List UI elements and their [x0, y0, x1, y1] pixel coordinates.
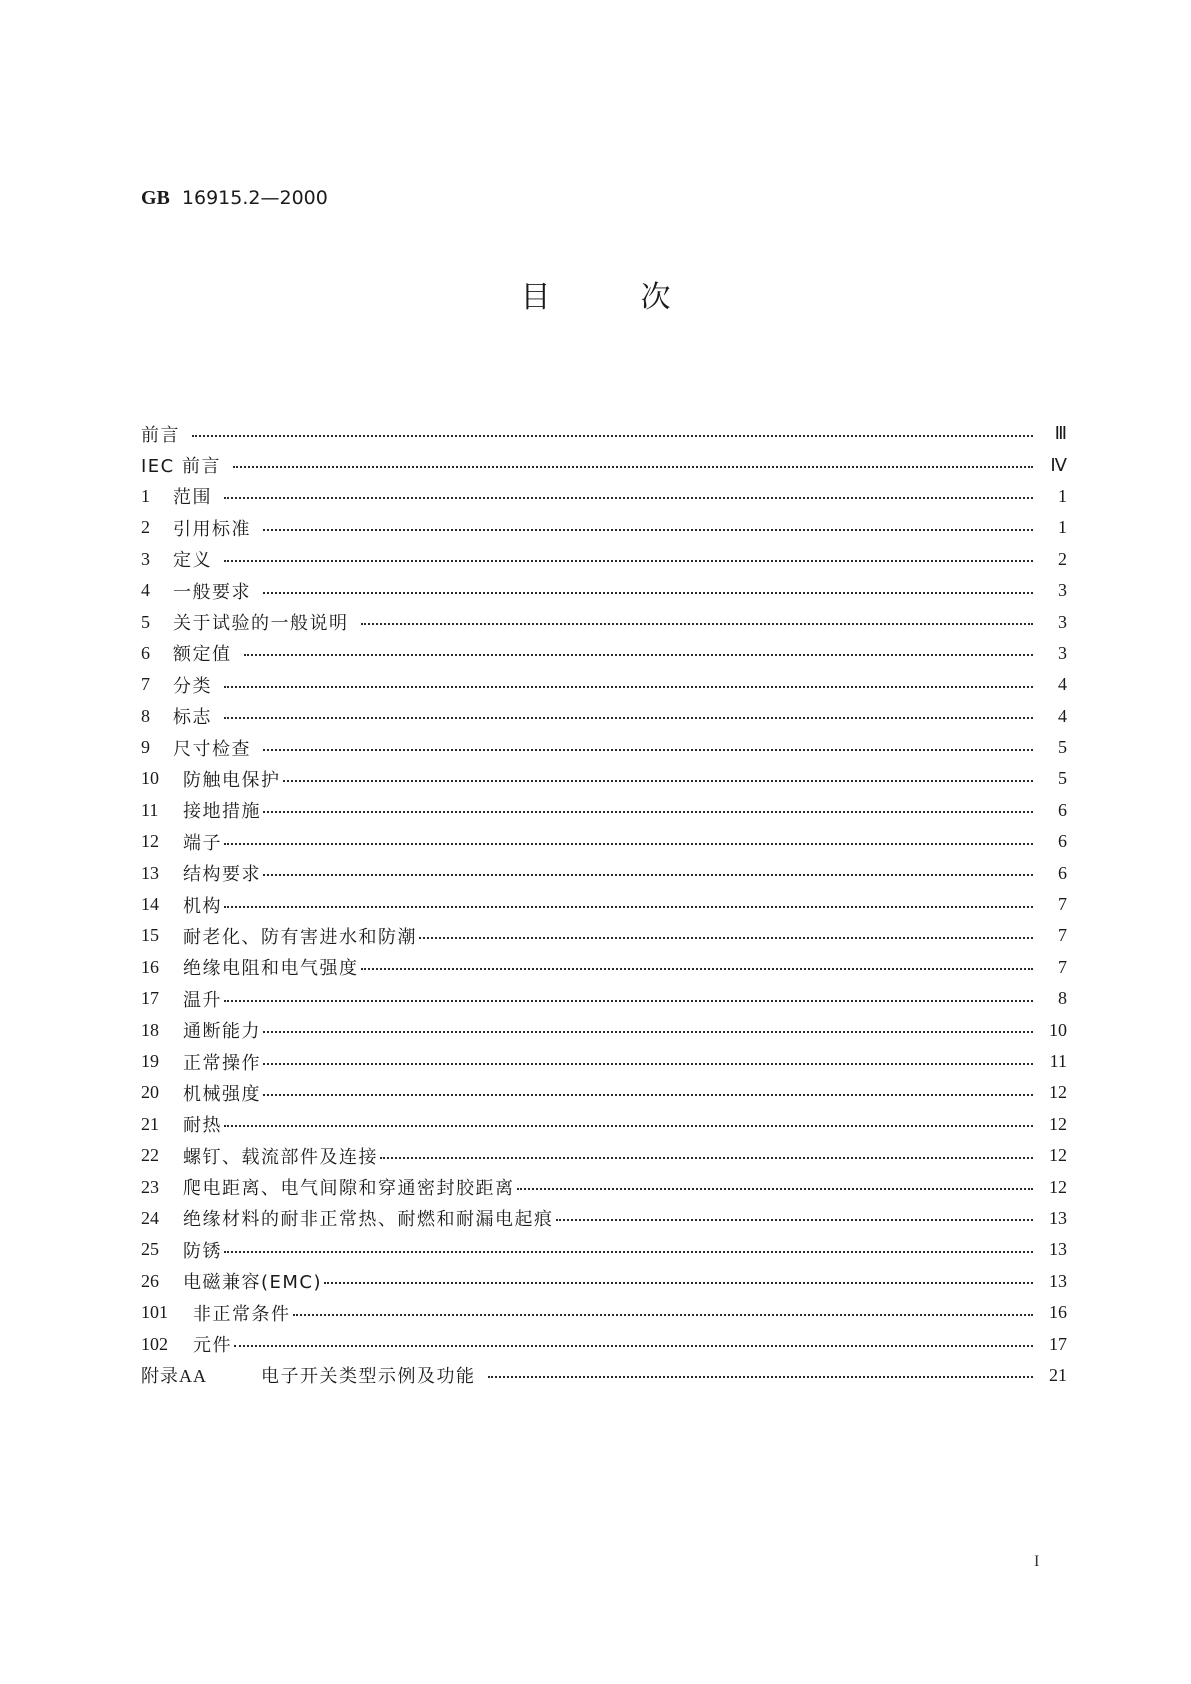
toc-dot-leader	[224, 560, 1033, 562]
toc-dot-leader	[224, 1251, 1033, 1253]
toc-entry-title: 防触电保护	[183, 769, 281, 791]
toc-entry-number: 22	[141, 1145, 159, 1166]
toc-dot-leader	[517, 1188, 1034, 1190]
toc-page-number: 7	[1058, 956, 1067, 977]
toc-entry[interactable]	[141, 575, 1067, 606]
toc-page-number: Ⅲ	[1054, 423, 1067, 444]
toc-dot-leader	[192, 435, 1033, 437]
toc-entry[interactable]	[141, 920, 1067, 951]
toc-entry-number: 18	[141, 1019, 159, 1040]
toc-page-number: 12	[1049, 1145, 1067, 1166]
toc-entry-label	[141, 672, 212, 698]
toc-entry-label	[141, 609, 349, 635]
toc-entry-label	[141, 986, 222, 1012]
toc-entry[interactable]	[141, 1046, 1067, 1077]
toc-entry-title: 电磁兼容(EMC)	[183, 1272, 323, 1294]
toc-dot-leader	[224, 497, 1033, 499]
toc-entry-label	[141, 954, 359, 980]
toc-entry-title: 范围	[173, 487, 212, 509]
toc-entry[interactable]	[141, 1109, 1067, 1140]
toc-entry-number: 13	[141, 862, 159, 883]
toc-entry-title: 引用标准	[173, 518, 251, 540]
toc-entry-number: 4	[141, 580, 150, 601]
table-of-contents	[141, 418, 1067, 1391]
standard-number: 16915.2—2000	[181, 187, 328, 209]
toc-entry-number: 1	[141, 485, 150, 506]
toc-entry-number: 14	[141, 894, 159, 915]
toc-entry-title: 结构要求	[183, 864, 261, 886]
toc-page-number: 6	[1058, 862, 1067, 883]
toc-entry[interactable]	[141, 983, 1067, 1014]
toc-entry-label	[141, 515, 251, 541]
toc-entry-number: 16	[141, 956, 159, 977]
toc-entry-title: 正常操作	[183, 1052, 261, 1074]
toc-entry[interactable]	[141, 1140, 1067, 1171]
toc-entry-number: 3	[141, 548, 150, 569]
toc-dot-leader	[244, 654, 1034, 656]
toc-entry-label	[141, 703, 212, 729]
toc-page-number: 8	[1058, 988, 1067, 1009]
toc-entry-label	[141, 640, 232, 666]
toc-entry-title: 绝缘材料的耐非正常热、耐燃和耐漏电起痕	[183, 1209, 554, 1231]
toc-entry-label	[141, 735, 251, 761]
toc-entry-number: 25	[141, 1239, 159, 1260]
toc-dot-leader	[224, 1125, 1033, 1127]
toc-entry[interactable]	[141, 1203, 1067, 1234]
toc-entry-title: 爬电距离、电气间隙和穿通密封胶距离	[183, 1178, 515, 1200]
toc-entry[interactable]	[141, 669, 1067, 700]
toc-dot-leader	[361, 623, 1034, 625]
toc-entry-label	[141, 452, 221, 478]
toc-page-number: 5	[1058, 737, 1067, 758]
toc-entry-label	[141, 829, 222, 855]
toc-page-number: 13	[1049, 1239, 1067, 1260]
toc-entry-title: 前言	[141, 424, 180, 446]
toc-entry-title: 分类	[173, 675, 212, 697]
toc-dot-leader	[224, 1000, 1033, 1002]
toc-entry-number: 附录AA	[141, 1366, 207, 1387]
toc-entry-title: 机械强度	[183, 1083, 261, 1105]
toc-dot-leader	[488, 1376, 1034, 1378]
toc-entry-label	[141, 1049, 261, 1075]
toc-page-number: 17	[1049, 1333, 1067, 1354]
toc-entry-number: 2	[141, 517, 150, 538]
toc-entry-label	[141, 1174, 515, 1200]
toc-dot-leader	[293, 1314, 1034, 1316]
toc-page-number: 21	[1049, 1364, 1067, 1385]
toc-entry-label	[141, 421, 180, 447]
toc-entry-number: 17	[141, 988, 159, 1009]
page-title	[0, 280, 1191, 316]
toc-entry[interactable]	[141, 701, 1067, 732]
toc-entry-label	[141, 923, 417, 949]
toc-entry-number: 9	[141, 737, 150, 758]
toc-entry-title: 绝缘电阻和电气强度	[183, 958, 359, 980]
toc-entry[interactable]	[141, 1297, 1067, 1328]
page-folio: I	[1034, 1553, 1040, 1570]
toc-entry[interactable]	[141, 826, 1067, 857]
toc-page-number: 6	[1058, 831, 1067, 852]
toc-entry[interactable]	[141, 481, 1067, 512]
toc-entry[interactable]	[141, 1014, 1067, 1045]
toc-page-number: 5	[1058, 768, 1067, 789]
toc-dot-leader	[324, 1282, 1033, 1284]
toc-page-number: 12	[1049, 1082, 1067, 1103]
toc-entry[interactable]	[141, 952, 1067, 983]
toc-page-number: 11	[1049, 1051, 1067, 1071]
toc-dot-leader	[224, 686, 1033, 688]
toc-entry[interactable]	[141, 1360, 1067, 1391]
toc-entry-number: 5	[141, 611, 150, 632]
toc-entry-label	[141, 1080, 261, 1106]
toc-entry-title: 机构	[183, 895, 222, 917]
toc-entry-title: 定义	[173, 550, 212, 572]
toc-entry[interactable]	[141, 889, 1067, 920]
toc-dot-leader	[263, 1063, 1033, 1065]
toc-page-number: 2	[1058, 548, 1067, 569]
toc-entry[interactable]	[141, 857, 1067, 888]
toc-dot-leader	[263, 1094, 1033, 1096]
toc-dot-leader	[263, 749, 1033, 751]
toc-entry-label	[141, 892, 222, 918]
toc-entry-title: 耐老化、防有害进水和防潮	[183, 926, 417, 948]
toc-entry-number: 11	[141, 799, 159, 820]
toc-page-number: 6	[1058, 799, 1067, 820]
toc-entry-title: 电子开关类型示例及功能	[261, 1366, 476, 1388]
toc-entry-number: 7	[141, 674, 150, 695]
toc-entry-number: 15	[141, 925, 159, 946]
toc-page-number: 7	[1058, 925, 1067, 946]
toc-entry-title: 防锈	[183, 1240, 222, 1262]
toc-entry[interactable]	[141, 1234, 1067, 1265]
toc-page-number: 1	[1058, 485, 1067, 506]
toc-page-number: 10	[1049, 1019, 1067, 1040]
toc-entry[interactable]	[141, 1171, 1067, 1202]
toc-entry-number: 8	[141, 705, 150, 726]
toc-entry[interactable]	[141, 606, 1067, 637]
toc-entry-title: 端子	[183, 832, 222, 854]
toc-page-number: 3	[1058, 642, 1067, 663]
toc-dot-leader	[556, 1219, 1034, 1221]
toc-dot-leader	[263, 874, 1033, 876]
toc-entry[interactable]	[141, 449, 1067, 480]
toc-entry-title: 接地措施	[183, 801, 261, 823]
toc-entry-label	[141, 1268, 322, 1294]
toc-entry[interactable]	[141, 763, 1067, 794]
toc-entry[interactable]	[141, 638, 1067, 669]
toc-page-number: 1	[1058, 517, 1067, 538]
toc-page-number: 13	[1049, 1207, 1067, 1228]
toc-entry-number: 24	[141, 1207, 159, 1228]
toc-page-number: 4	[1058, 705, 1067, 726]
toc-entry-label	[141, 1362, 476, 1388]
toc-entry-label	[141, 1143, 378, 1169]
toc-entry[interactable]	[141, 1328, 1067, 1359]
toc-entry[interactable]	[141, 418, 1067, 449]
toc-entry[interactable]	[141, 795, 1067, 826]
toc-entry-label	[141, 1205, 554, 1231]
toc-entry-title: 尺寸检查	[173, 738, 251, 760]
toc-dot-leader	[380, 1157, 1033, 1159]
toc-page-number: 3	[1058, 580, 1067, 601]
toc-entry-label	[141, 1237, 222, 1263]
toc-entry-title: 标志	[173, 707, 212, 729]
toc-dot-leader	[419, 937, 1033, 939]
toc-dot-leader	[263, 592, 1033, 594]
toc-dot-leader	[224, 717, 1033, 719]
toc-entry-title: IEC 前言	[141, 456, 221, 478]
toc-entry-title: 非正常条件	[193, 1303, 291, 1325]
toc-entry-number: 10	[141, 768, 159, 789]
toc-entry[interactable]	[141, 1266, 1067, 1297]
toc-dot-leader	[283, 780, 1034, 782]
toc-entry-number: 20	[141, 1082, 159, 1103]
toc-entry-label	[141, 860, 261, 886]
toc-entry-label	[141, 1331, 232, 1357]
toc-entry-number: 21	[141, 1113, 159, 1134]
toc-entry-label	[141, 797, 261, 823]
toc-page-number: 3	[1058, 611, 1067, 632]
toc-entry-label	[141, 578, 251, 604]
toc-entry-label	[141, 483, 212, 509]
toc-dot-leader	[361, 968, 1034, 970]
page-title-second-char: 次	[640, 280, 671, 315]
toc-dot-leader	[233, 466, 1033, 468]
toc-entry-number: 26	[141, 1270, 159, 1291]
toc-page-number: 7	[1058, 894, 1067, 915]
toc-entry-number: 12	[141, 831, 159, 852]
toc-entry-title: 额定值	[173, 644, 232, 666]
standard-code	[141, 186, 328, 210]
toc-entry-number: 6	[141, 642, 150, 663]
toc-entry-title: 一般要求	[173, 581, 251, 603]
toc-entry-number: 19	[141, 1051, 159, 1071]
toc-entry-number: 102	[141, 1333, 168, 1354]
toc-entry-label	[141, 1300, 291, 1326]
toc-page-number: 12	[1049, 1176, 1067, 1197]
toc-dot-leader	[263, 529, 1033, 531]
toc-entry[interactable]	[141, 512, 1067, 543]
page-title-first-char: 目	[520, 280, 551, 315]
standard-prefix: GB	[141, 187, 170, 209]
toc-entry-title: 螺钉、载流部件及连接	[183, 1146, 378, 1168]
toc-page-number: 16	[1049, 1302, 1067, 1323]
toc-entry-title: 关于试验的一般说明	[173, 613, 349, 635]
toc-entry-title: 通断能力	[183, 1021, 261, 1043]
toc-entry-label	[141, 1017, 261, 1043]
toc-dot-leader	[224, 843, 1033, 845]
toc-page-number: 12	[1049, 1113, 1067, 1134]
toc-entry-number: 101	[141, 1302, 168, 1323]
toc-entry[interactable]	[141, 1077, 1067, 1108]
toc-dot-leader	[263, 811, 1033, 813]
toc-dot-leader	[224, 906, 1033, 908]
toc-entry-title: 耐热	[183, 1115, 222, 1137]
toc-entry-title: 元件	[193, 1335, 232, 1357]
toc-entry[interactable]	[141, 732, 1067, 763]
toc-page-number: Ⅳ	[1050, 454, 1067, 475]
toc-entry-title: 温升	[183, 989, 222, 1011]
toc-dot-leader	[234, 1345, 1033, 1347]
toc-page-number: 4	[1058, 674, 1067, 695]
toc-entry[interactable]	[141, 544, 1067, 575]
toc-entry-label	[141, 766, 281, 792]
toc-page-number: 13	[1049, 1270, 1067, 1291]
toc-entry-number: 23	[141, 1176, 159, 1197]
toc-dot-leader	[263, 1031, 1033, 1033]
toc-entry-label	[141, 546, 212, 572]
toc-entry-label	[141, 1111, 222, 1137]
